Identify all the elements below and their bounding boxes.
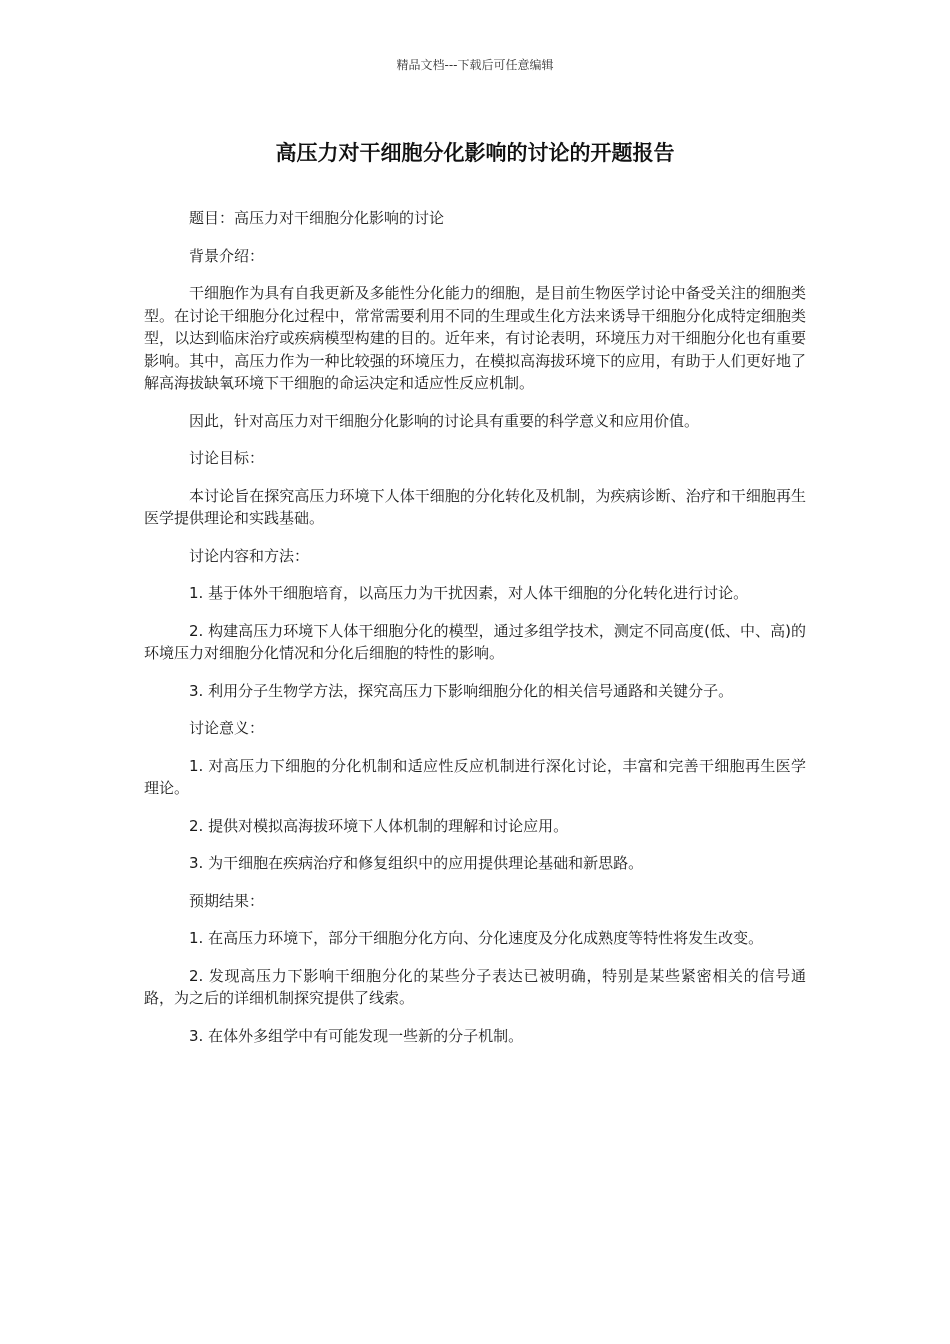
list-item-method-2: 2. 构建高压力环境下人体干细胞分化的模型，通过多组学技术，测定不同高度(低、中、高)的环境压力对细胞分化情况和分化后细胞的特性的影响。 xyxy=(144,621,806,662)
section-heading-methods: 讨论内容和方法： xyxy=(189,546,310,565)
paragraph-topic: 题目：高压力对干细胞分化影响的讨论 xyxy=(189,209,445,227)
section-heading-objectives: 讨论目标： xyxy=(189,449,265,467)
paragraph-significance-summary: 因此，针对高压力对干细胞分化影响的讨论具有重要的科学意义和应用价值。 xyxy=(189,411,700,430)
list-item-significance-1: 1. 对高压力下细胞的分化机制和适应性反应机制进行深化讨论，丰富和完善干细胞再生医学理论。 xyxy=(144,756,806,797)
list-item-significance-2: 2. 提供对模拟高海拔环境下人体机制的理解和讨论应用。 xyxy=(189,816,569,835)
list-item-significance-3: 3. 为干细胞在疾病治疗和修复组织中的应用提供理论基础和新思路。 xyxy=(189,854,644,872)
section-heading-background: 背景介绍： xyxy=(189,246,265,265)
paragraph-objectives: 本讨论旨在探究高压力环境下人体干细胞的分化转化及机制，为疾病诊断、治疗和干细胞再生医学提供理论和实践基础。 xyxy=(144,486,806,527)
page-header: 精品文档---下载后可任意编辑 xyxy=(396,58,554,72)
document-title: 高压力对干细胞分化影响的讨论的开题报告 xyxy=(275,141,675,165)
section-heading-expected-results: 预期结果： xyxy=(189,891,265,910)
paragraph-background: 干细胞作为具有自我更新及多能性分化能力的细胞，是目前生物医学讨论中备受关注的细胞类型。在讨论干细胞分化过程中，常常需要利用不同的生理或生化方法来诱导干细胞分化成特定细胞类型，以达到临床治疗或疾病模型构建的目的。近年来，有讨论表明，环境压力对干细胞分化也有重要影响。其中，高压力作为一种比较强的环境压力，在模拟高海拔环境下的应用，有助于人们更好地了解高海拔缺氧环境下干细胞的命运决定和适应性反应机制。 xyxy=(144,284,806,392)
list-item-result-3: 3. 在体外多组学中有可能发现一些新的分子机制。 xyxy=(189,1026,524,1045)
list-item-method-3: 3. 利用分子生物学方法，探究高压力下影响细胞分化的相关信号通路和关键分子。 xyxy=(189,681,734,700)
list-item-method-1: 1. 基于体外干细胞培育，以高压力为干扰因素，对人体干细胞的分化转化进行讨论。 xyxy=(189,584,749,602)
list-item-result-1: 1. 在高压力环境下，部分干细胞分化方向、分化速度及分化成熟度等特性将发生改变。 xyxy=(189,929,764,947)
section-heading-significance: 讨论意义： xyxy=(189,719,265,737)
document-body xyxy=(144,207,806,1062)
list-item-result-2: 2. 发现高压力下影响干细胞分化的某些分子表达已被明确，特别是某些紧密相关的信号通路，为之后的详细机制探究提供了线索。 xyxy=(144,966,806,1007)
